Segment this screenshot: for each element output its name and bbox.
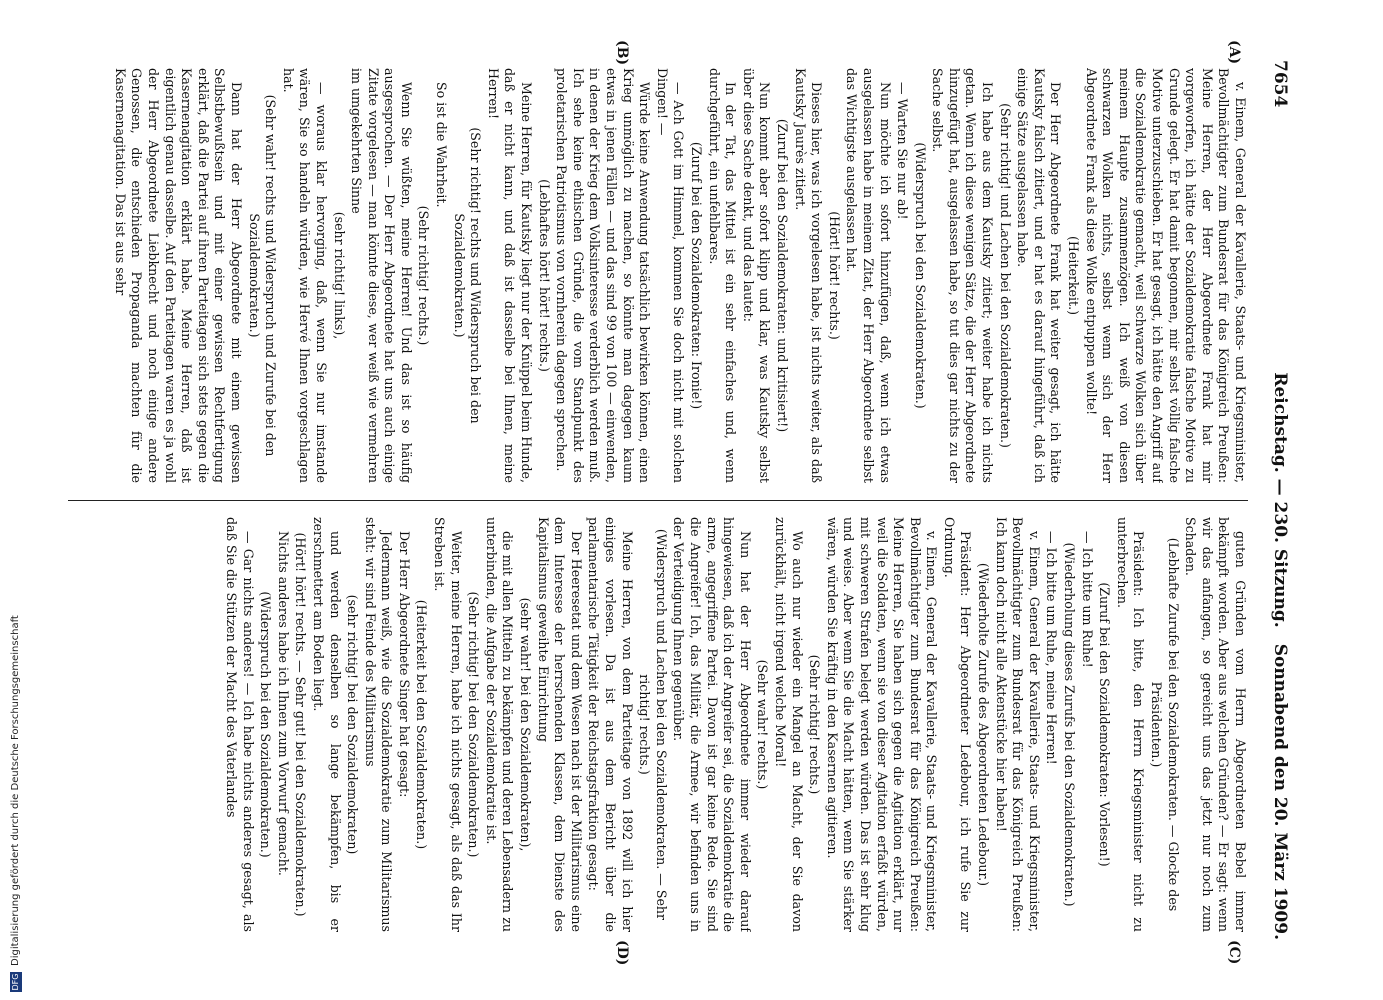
right-column-paragraph: v. Einem, General der Kavallerie, Staats- und Kriegsminister, Bevollmächtigter zum Bundesrat für das Königreich Preußen: Meine Herren, Sie haben sich gegen die Agitation erklärt, nur weil die Soldaten, wenn sie von dieser Agitation erfaßt würden, mit schweren Strafen belegt werden würden. Das ist sehr klug und weise. Aber wenn Sie die Macht hätten, wenn Sie stärker wären, würden Sie kräftig in den Kasernen agitieren.: [824, 517, 940, 932]
right-column-paragraph: Der Herr Abgeordnete Singer hat gesagt:: [396, 531, 412, 798]
right-column-paragraph: Jedermann weiß, wie die Sozialdemokratie zum Militarismus steht: wir sind Feinde des Militarismus: [362, 517, 395, 932]
right-column-paragraph: Präsident: Herr Abgeordneter Ledebour, ich rufe Sie zur Ordnung.: [941, 517, 974, 932]
footer-credit: [4, 0, 26, 1000]
right-column-paragraph: — Gar nichts anderes! — Ich habe nichts anderes gesagt, als daß Sie die Stützen der Macht des Vaterlandes: [223, 517, 256, 932]
right-column-paragraph: (Widerspruch bei den Sozialdemokraten.): [258, 591, 274, 858]
left-column-paragraph: Nun möchte ich sofort hinzufügen, daß, wenn ich etwas ausgelassen habe in meinem Zitat, der Herr Abgeordnete selbst das Wichtigste ausgelassen hat.: [844, 68, 893, 483]
margin-mark-a: (A): [1226, 40, 1242, 65]
left-column-paragraph: Meine Herren, für Kautsky liegt nur der Knüppel beim Hunde, daß er nicht kann, und daß ist dasselbe bei Ihnen, meine Herren!: [485, 68, 535, 483]
right-column-paragraph: (Sehr wahr! rechts.): [755, 659, 771, 790]
dfg-logo: DFG: [11, 973, 20, 991]
session-title: Reichstag. — 230. Sitzung.: [1270, 372, 1290, 628]
left-column-paragraph: (Sehr richtig! rechts und Widerspruch bei den Sozialdemokraten.): [451, 127, 484, 424]
margin-mark-c: (C): [1226, 940, 1242, 965]
right-column-paragraph: (sehr richtig! bei den Sozialdemokraten): [345, 594, 361, 855]
left-column-paragraph: (Lebhaftes hört! hört! rechts.): [536, 179, 552, 372]
right-column-paragraph: (Zuruf bei den Sozialdemokraten: Vorlesen!): [1097, 582, 1113, 867]
right-column-paragraph: und werden denselben so lange bekämpfen, bis er zerschmettert am Boden liegt.: [310, 517, 343, 932]
left-column-paragraph: Der Herr Abgeordnete Frank hat weiter gesagt, ich hätte Kautsky falsch zitiert, und er hat es darauf hingeführt, daß ich einige Sätze ausgelassen habe.: [1015, 68, 1064, 483]
left-column-paragraph: v. Einem, General der Kavallerie, Staats- und Kriegsminister, Bevollmächtigter zum Bundesrat für das Königreich Preußen: Meine Herren, der Herr Abgeordnete Frank hat mir vorgeworfen, ich hätte der Sozialdemokratie falsche Motive zu Grunde gelegt. Er hat damit begonnen, mir selbst völlig falsche Motive unterzuschieben. Er hat gesagt, ich hätte den Angriff auf die Sozialdemokratie gemacht, weil schwarze Wolken sich über meinem Haupte zusammenzögen. Ich weiß von diesen schwarzen Wolken nichts, selbst wenn sich der Herr Abgeordnete Frank als diese Wolke entpuppen wollte!: [1083, 68, 1248, 483]
right-column-paragraph: (Wiederholte Zurufe des Abgeordneten Ledebour.): [976, 562, 992, 887]
right-column-paragraph: (sehr wahr! bei den Sozialdemokraten),: [518, 597, 534, 852]
right-column-paragraph: (Sehr richtig! rechts.): [807, 654, 823, 795]
right-column-paragraph: — Ich bitte um Ruhe!: [1079, 531, 1095, 668]
left-column-paragraph: Dann hat der Herr Abgeordnete mit einem gewissen Selbstbewußtsein und mit einer gewissen Rechtfertigung erklärt, daß die Partei auf ihren Parteitagen sich stets gegen die Kasernenagitation erklärt habe. Meine Herren, daß ist eigentlich genau dasselbe. Auf den Parteitagen waren es ja wohl der Herr Abgeordnete Liebknecht und noch einige andere Genossen, die entschieden Propaganda machten für die Kasernenagitation. Das ist aus sehr: [112, 68, 244, 483]
left-column-paragraph: Dieses hier, was ich vorgelesen habe, ist nichts weiter, als daß Kautsky Jaurès zitiert.: [792, 68, 825, 483]
right-column-paragraph: (Sehr richtig! bei den Sozialdemokraten.): [466, 591, 482, 858]
left-column-paragraph: (Zuruf bei den Sozialdemokraten: Ironie!): [689, 141, 704, 410]
right-column-paragraph: (Widerspruch und Lachen bei den Sozialdemokraten. — Sehr richtig! rechts.): [637, 528, 669, 921]
margin-mark-b: (B): [614, 40, 630, 66]
left-column-paragraph: Wenn Sie wüßten, meine Herren! Und das ist so häufig ausgesprochen. — Der Herr Abgeordnete hat uns auch einige Zitate vorgelesen — man könnte diese, wer weiß wie vermehren im umgekehrten Sinne: [349, 68, 414, 483]
left-column-paragraph: — woraus klar hervorging, daß, wenn Sie nur imstande wären, Sie so handeln würden, wie Hervé Ihnen vorgeschlagen hat.: [280, 68, 329, 483]
margin-mark-d: (D): [614, 940, 630, 966]
right-column-paragraph: guten Gründen vom Herrn Abgeordneten Bebel immer bekämpft worden. Aber aus welchen Gründen? — Er sagt: wenn wir das anfangen, so gereicht uns das jetzt nur noch zum Schaden.: [1183, 517, 1248, 932]
left-column-paragraph: Nun kommt aber sofort klipp und klar, was Kautsky selbst über diese Sache denkt, und das lautet:: [740, 68, 773, 483]
left-column: [68, 68, 1248, 483]
left-column-paragraph: Ich habe aus dem Kautsky zitiert; weiter habe ich nichts getan. Wenn ich diese wenigen Sätze, die der Herr Abgeordnete hinzugefügt hat, ausgelassen habe, so tut dies gar nichts zu der Sache selbst.: [930, 68, 996, 483]
left-column-paragraph: (Sehr richtig! rechts.): [416, 205, 432, 346]
right-column-paragraph: Der Heeresetat und dem Wesen nach ist der Militarismus eine dem Interesse der herrschenden Klassen, dem Dienste des Kapitalismus geweihte Einrichtung: [535, 517, 584, 932]
left-column-paragraph: — Ach Gott im Himmel, kommen Sie doch nicht mit solchen Dingen! —: [654, 68, 687, 483]
right-column-paragraph: Wo auch nur wieder ein Mangel an Macht, der Sie davon zurückhält, nicht irgend welche Moral!: [772, 517, 805, 932]
left-column-paragraph: In der Tat, das Mittel ist ein sehr einfaches und, wenn durchgeführt, ein unfehlbares.: [706, 68, 739, 483]
right-column-paragraph: die mit allen Mitteln zu bekämpfen und deren Lebensadern zu unterbinden, die Aufgabe der Sozialdemokratie ist.: [483, 517, 516, 932]
left-column-paragraph: (sehr richtig! links),: [331, 211, 347, 340]
left-column-paragraph: (Heiterkeit.): [1066, 236, 1082, 315]
left-column-paragraph: (Hört! hört! rechts.): [826, 211, 842, 340]
right-column-paragraph: (Wiederholung dieses Zurufs bei den Sozialdemokraten.): [1062, 542, 1078, 907]
right-column-paragraph: (Lebhafte Zurufe bei den Sozialdemokraten. — Glocke des Präsidenten.): [1149, 537, 1181, 912]
column-divider: [68, 500, 1248, 501]
right-column-paragraph: — Ich bitte um Ruhe, meine Herren!: [1044, 531, 1060, 765]
left-column-paragraph: — Warten Sie nur ab!: [895, 82, 911, 220]
left-column-paragraph: (Sehr richtig! und Lachen bei den Sozialdemokraten.): [997, 103, 1013, 448]
right-column: [68, 517, 1248, 932]
left-column-paragraph: Würde keine Anwendung tatsächlich bewirken können, einen Krieg unmöglich zu machen, so könnte man dagegen kaum etwas in jenen Fällen — und das sind 99 von 100 — einwenden, in denen der Krieg dem Volksinteresse verderblich werden muß. Ich sehe keine ethischen Gründe, die vom Standpunkt des proletarischen Patriotismus von vornherein dagegen sprechen.: [554, 68, 653, 483]
left-column-paragraph: So ist die Wahrheit.: [434, 82, 450, 208]
page-number: 7654: [1270, 60, 1290, 108]
left-column-paragraph: (Widerspruch bei den Sozialdemokraten.): [912, 142, 928, 409]
session-date: Sonnabend den 20. März 1909.: [1270, 643, 1290, 940]
page-header: [1256, 60, 1300, 940]
right-column-paragraph: Nichts anderes habe ich Ihnen zum Vorwurf gemacht.: [275, 531, 291, 876]
right-column-paragraph: (Hört! hört! rechts. — Sehr gut! bei den Sozialdemokraten.): [293, 532, 309, 917]
right-column-paragraph: Weiter, meine Herren, habe ich nichts gesagt, als daß das Ihr Streben ist.: [432, 517, 464, 932]
right-column-paragraph: v. Einem, General der Kavallerie, Staats- und Kriegsminister, Bevollmächtigter zum Bundesrat für das Königreich Preußen: Ich kann doch nicht alle Aktenstücke hier haben!: [993, 517, 1042, 932]
left-column-paragraph: (Sehr wahr! rechts und Widerspruch und Zurufe bei den Sozialdemokraten.): [246, 94, 279, 457]
left-column-paragraph: (Zuruf bei den Sozialdemokraten: und kritisiert!): [774, 118, 790, 433]
right-column-paragraph: Präsident: Ich bitte, den Herrn Kriegsminister nicht zu unterbrechen.: [1114, 517, 1147, 932]
right-column-paragraph: (Heiterkeit bei den Sozialdemokraten.): [414, 599, 430, 850]
right-column-paragraph: Nun hat der Herr Abgeordnete immer wieder darauf hingewiesen, daß ich der Angreifer sei, die Sozialdemokratie die arme, angegriffene Partei. Davon ist gar keine Rede. Sie sind die Angreifer! Ich, das Militär, die Armee, wir befinden uns in der Verteidigung Ihnen gegenüber.: [671, 517, 753, 932]
footer-text: Digitalisierung gefördert durch die Deutsche Forschungsgemeinschaft: [10, 615, 21, 966]
right-column-paragraph: Meine Herren, von dem Parteitage von 1892 will ich hier einiges vorlesen. Da ist aus dem Bericht über die parlamentarische Tätigkeit der Reichstagsfraktion gesagt:: [586, 517, 635, 932]
